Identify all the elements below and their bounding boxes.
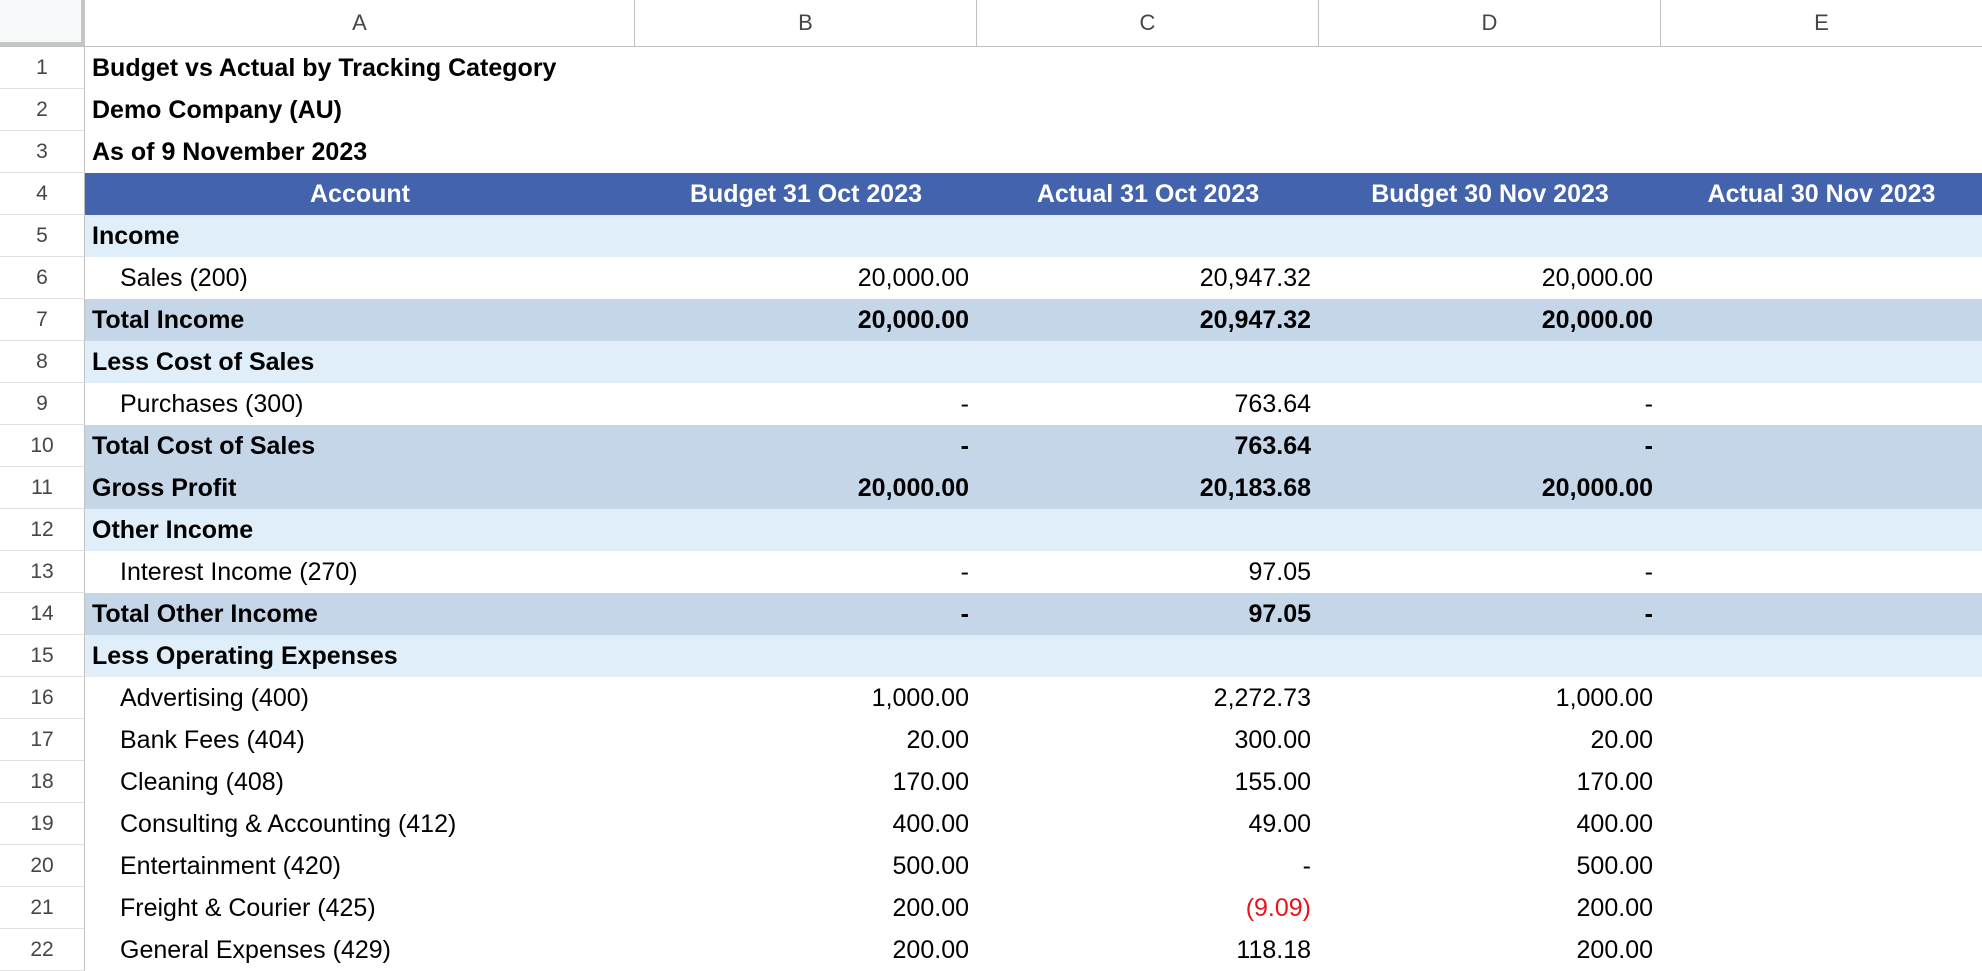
cell-e[interactable] <box>1661 761 1982 803</box>
table-row <box>0 509 1982 551</box>
cell-b[interactable]: 400.00 <box>892 809 969 838</box>
cell-c[interactable] <box>977 215 1319 257</box>
cell-e[interactable] <box>1661 299 1982 341</box>
cell-c[interactable]: 763.64 <box>1234 389 1311 418</box>
cell-b[interactable]: 500.00 <box>892 851 969 880</box>
title-row <box>0 47 1982 89</box>
table-row <box>0 551 1982 593</box>
cell-c[interactable]: 97.05 <box>977 593 1319 635</box>
cell-b[interactable]: - <box>960 389 969 418</box>
cell-c[interactable]: 118.18 <box>1236 935 1311 964</box>
cell-a[interactable]: Interest Income (270) <box>120 557 358 586</box>
cell-d[interactable]: 400.00 <box>1576 809 1653 838</box>
title-row <box>0 131 1982 173</box>
cell-e[interactable] <box>1661 845 1982 887</box>
row-header[interactable]: 11 <box>0 467 85 509</box>
cell-c[interactable] <box>977 47 1319 89</box>
column-title-d[interactable]: Budget 30 Nov 2023 <box>1319 173 1661 215</box>
cell-d[interactable]: 1,000.00 <box>1555 683 1653 712</box>
cell-a[interactable]: Cleaning (408) <box>120 767 284 796</box>
cell-e[interactable] <box>1661 257 1982 299</box>
cell-a[interactable]: Demo Company (AU) <box>92 95 343 124</box>
row-header[interactable]: 1 <box>0 47 85 89</box>
cell-a[interactable]: Consulting & Accounting (412) <box>120 809 457 838</box>
cell-e[interactable] <box>1661 215 1982 257</box>
cell-b[interactable] <box>635 47 977 89</box>
row-header[interactable]: 17 <box>0 719 85 761</box>
cell-c[interactable]: 300.00 <box>1234 725 1311 754</box>
table-row <box>0 467 1982 509</box>
column-header-d[interactable]: D <box>1319 0 1661 46</box>
cell-e[interactable] <box>1661 929 1982 971</box>
cell-b[interactable]: - <box>960 557 969 586</box>
cell-a[interactable]: Income <box>85 215 635 257</box>
cell-b[interactable] <box>635 635 977 677</box>
cell-e[interactable] <box>1661 677 1982 719</box>
cell-a[interactable]: Freight & Courier (425) <box>120 893 376 922</box>
row-header[interactable]: 14 <box>0 593 85 635</box>
cell-c[interactable]: 97.05 <box>1248 557 1311 586</box>
cell-c[interactable]: (9.09) <box>1245 893 1311 922</box>
cell-b[interactable]: 20,000.00 <box>635 467 977 509</box>
cell-a[interactable]: Gross Profit <box>85 467 635 509</box>
cell-e[interactable] <box>1661 89 1982 131</box>
row-header[interactable]: 20 <box>0 845 85 887</box>
cell-c[interactable] <box>977 635 1319 677</box>
column-title-e[interactable]: Actual 30 Nov 2023 <box>1661 173 1982 215</box>
cell-a[interactable]: Less Operating Expenses <box>85 635 635 677</box>
cell-b[interactable]: - <box>635 593 977 635</box>
row-header[interactable]: 2 <box>0 89 85 131</box>
cell-c[interactable] <box>977 341 1319 383</box>
table-row <box>0 929 1982 971</box>
table-row <box>0 593 1982 635</box>
cell-c[interactable] <box>977 131 1319 173</box>
row-header[interactable]: 16 <box>0 677 85 719</box>
cell-a[interactable]: Total Other Income <box>85 593 635 635</box>
table-row <box>0 383 1982 425</box>
column-title-b[interactable]: Budget 31 Oct 2023 <box>635 173 977 215</box>
table-row <box>0 845 1982 887</box>
cell-e[interactable] <box>1661 593 1982 635</box>
cell-e[interactable] <box>1661 803 1982 845</box>
title-row <box>0 89 1982 131</box>
row-header[interactable]: 21 <box>0 887 85 929</box>
cell-d[interactable]: - <box>1319 593 1661 635</box>
table-row <box>0 761 1982 803</box>
cell-e[interactable] <box>1661 551 1982 593</box>
row-header[interactable]: 4 <box>0 173 85 215</box>
table-row <box>0 677 1982 719</box>
cell-d[interactable] <box>1319 635 1661 677</box>
cell-a[interactable]: Total Income <box>85 299 635 341</box>
cell-d[interactable]: 20.00 <box>1590 725 1653 754</box>
cell-a[interactable]: Purchases (300) <box>120 389 304 418</box>
table-header-row <box>0 173 1982 215</box>
cell-b[interactable] <box>635 215 977 257</box>
cell-e[interactable] <box>1661 509 1982 551</box>
cell-c[interactable]: 49.00 <box>1248 809 1311 838</box>
cell-b[interactable]: 200.00 <box>892 935 969 964</box>
table-row <box>0 341 1982 383</box>
cell-e[interactable] <box>1661 719 1982 761</box>
cell-c[interactable]: 2,272.73 <box>1213 683 1311 712</box>
row-header[interactable]: 12 <box>0 509 85 551</box>
table-row <box>0 299 1982 341</box>
row-header[interactable]: 5 <box>0 215 85 257</box>
column-title-c[interactable]: Actual 31 Oct 2023 <box>977 173 1319 215</box>
cell-a[interactable]: Other Income <box>85 509 635 551</box>
cell-b[interactable] <box>635 509 977 551</box>
row-header[interactable]: 6 <box>0 257 85 299</box>
row-header[interactable]: 10 <box>0 425 85 467</box>
select-all-corner[interactable] <box>0 0 85 46</box>
cell-e[interactable] <box>1661 383 1982 425</box>
cell-d[interactable]: 200.00 <box>1576 893 1653 922</box>
column-header-c[interactable]: C <box>977 0 1319 46</box>
table-row <box>0 425 1982 467</box>
cell-d[interactable] <box>1319 509 1661 551</box>
cell-c[interactable] <box>977 89 1319 131</box>
cell-d[interactable]: - <box>1319 425 1661 467</box>
cell-a[interactable]: Entertainment (420) <box>120 851 341 880</box>
cell-d[interactable]: 170.00 <box>1576 767 1653 796</box>
row-header[interactable]: 22 <box>0 929 85 971</box>
cell-a[interactable]: Budget vs Actual by Tracking Category <box>92 53 557 82</box>
cell-d[interactable]: - <box>1644 557 1653 586</box>
table-row <box>0 635 1982 677</box>
row-header[interactable]: 15 <box>0 635 85 677</box>
cell-d[interactable]: 20,000.00 <box>1319 299 1661 341</box>
row-header[interactable]: 18 <box>0 761 85 803</box>
cell-d[interactable]: 200.00 <box>1576 935 1653 964</box>
cell-b[interactable] <box>635 341 977 383</box>
cell-b[interactable]: 1,000.00 <box>871 683 969 712</box>
cell-d[interactable] <box>1319 131 1661 173</box>
cell-b[interactable]: 20.00 <box>906 725 969 754</box>
column-header-bar <box>0 0 1982 47</box>
cell-c[interactable] <box>977 509 1319 551</box>
cell-e[interactable] <box>1661 467 1982 509</box>
cell-d[interactable]: 500.00 <box>1576 851 1653 880</box>
cell-e[interactable] <box>1661 131 1982 173</box>
cell-d[interactable] <box>1319 47 1661 89</box>
column-header-a[interactable]: A <box>85 0 635 46</box>
cell-c[interactable]: 763.64 <box>977 425 1319 467</box>
cell-e[interactable] <box>1661 341 1982 383</box>
cell-d[interactable] <box>1319 341 1661 383</box>
cell-a[interactable]: Total Cost of Sales <box>85 425 635 467</box>
column-title-a[interactable]: Account <box>85 173 635 215</box>
cell-a[interactable]: Sales (200) <box>120 263 248 292</box>
row-header[interactable]: 7 <box>0 299 85 341</box>
row-header[interactable]: 13 <box>0 551 85 593</box>
cell-b[interactable]: 170.00 <box>892 767 969 796</box>
cell-c[interactable]: - <box>1302 851 1311 880</box>
row-header[interactable]: 3 <box>0 131 85 173</box>
cell-d[interactable] <box>1319 89 1661 131</box>
cell-b[interactable]: 20,000.00 <box>635 299 977 341</box>
cell-b[interactable]: 20,000.00 <box>857 263 969 292</box>
cell-e[interactable] <box>1661 425 1982 467</box>
cell-b[interactable]: - <box>635 425 977 467</box>
cell-a[interactable]: Less Cost of Sales <box>85 341 635 383</box>
table-row <box>0 215 1982 257</box>
cell-e[interactable] <box>1661 47 1982 89</box>
cell-grid <box>0 47 1982 971</box>
cell-e[interactable] <box>1661 887 1982 929</box>
table-row <box>0 887 1982 929</box>
cell-d[interactable]: - <box>1644 389 1653 418</box>
cell-c[interactable]: 155.00 <box>1234 767 1311 796</box>
cell-a[interactable]: General Expenses (429) <box>120 935 391 964</box>
cell-c[interactable]: 20,947.32 <box>977 299 1319 341</box>
cell-a[interactable]: Advertising (400) <box>120 683 309 712</box>
cell-a[interactable]: Bank Fees (404) <box>120 725 305 754</box>
cell-b[interactable]: 200.00 <box>892 893 969 922</box>
cell-d[interactable] <box>1319 215 1661 257</box>
cell-c[interactable]: 20,183.68 <box>977 467 1319 509</box>
cell-e[interactable] <box>1661 635 1982 677</box>
cell-b[interactable] <box>635 89 977 131</box>
column-header-e[interactable]: E <box>1814 10 1829 35</box>
cell-b[interactable] <box>635 131 977 173</box>
row-header[interactable]: 19 <box>0 803 85 845</box>
cell-d[interactable]: 20,000.00 <box>1541 263 1653 292</box>
table-row <box>0 719 1982 761</box>
cell-a[interactable]: As of 9 November 2023 <box>92 137 368 166</box>
row-header[interactable]: 8 <box>0 341 85 383</box>
cell-d[interactable]: 20,000.00 <box>1319 467 1661 509</box>
table-row <box>0 257 1982 299</box>
cell-c[interactable]: 20,947.32 <box>1199 263 1311 292</box>
column-header-b[interactable]: B <box>635 0 977 46</box>
table-row <box>0 803 1982 845</box>
row-header[interactable]: 9 <box>0 383 85 425</box>
